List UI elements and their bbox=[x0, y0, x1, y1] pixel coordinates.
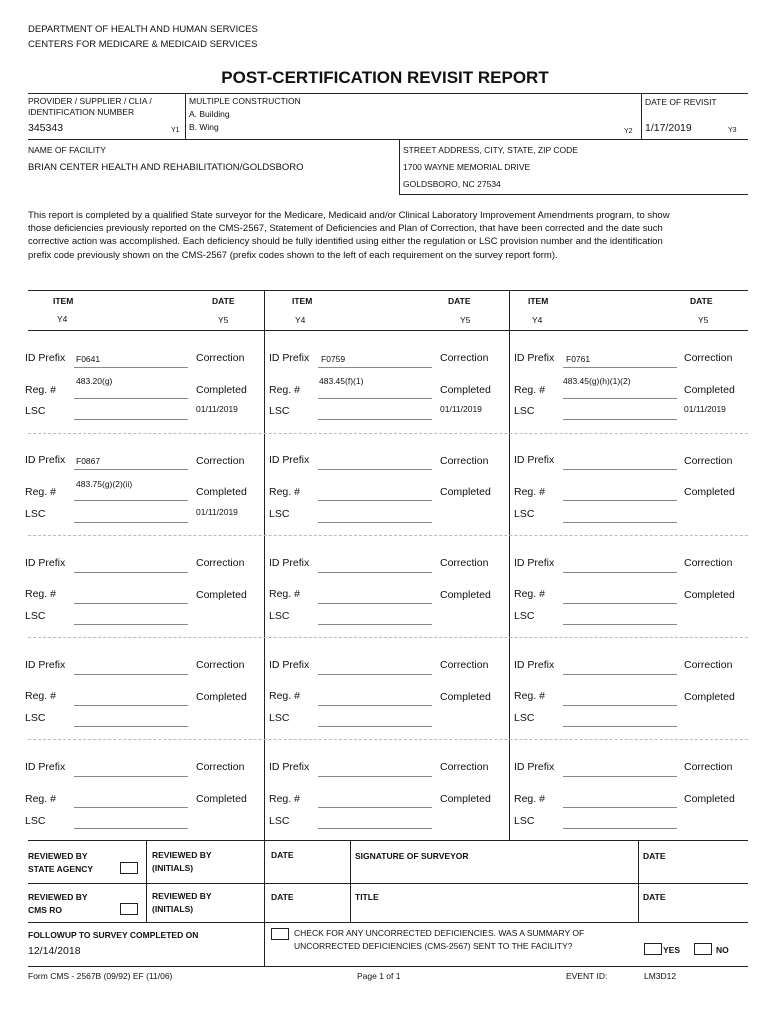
construction-wing: B. Wing bbox=[189, 122, 219, 132]
correction-label: Correction bbox=[196, 352, 245, 364]
department-line-2: CENTERS FOR MEDICARE & MEDICAID SERVICES bbox=[28, 39, 258, 50]
id-prefix-underline bbox=[318, 367, 432, 368]
completed-label: Completed bbox=[440, 486, 491, 498]
reg-label: Reg. # bbox=[514, 793, 545, 805]
state-reviewed-by-label: REVIEWED BY bbox=[28, 851, 88, 861]
reg-underline bbox=[74, 705, 188, 706]
info-col-divider-2 bbox=[641, 93, 642, 139]
reg-underline bbox=[318, 807, 432, 808]
review-divider-2 bbox=[264, 840, 265, 922]
completed-label: Completed bbox=[196, 793, 247, 805]
state-agency-label: STATE AGENCY bbox=[28, 864, 94, 874]
date-code-3: Y5 bbox=[698, 315, 709, 325]
reg-label: Reg. # bbox=[25, 384, 56, 396]
correction-label: Correction bbox=[196, 455, 245, 467]
cms-date-label: DATE bbox=[271, 892, 294, 902]
correction-label: Correction bbox=[196, 761, 245, 773]
lsc-underline bbox=[318, 726, 432, 727]
item-header-2: ITEM bbox=[292, 296, 313, 306]
completed-label: Completed bbox=[196, 486, 247, 498]
state-initials-label: (INITIALS) bbox=[152, 863, 194, 873]
items-col-divider-1 bbox=[264, 290, 265, 840]
provider-label-line1: PROVIDER / SUPPLIER / CLIA / bbox=[28, 96, 152, 106]
reg-underline bbox=[74, 500, 188, 501]
id-prefix-underline bbox=[318, 776, 432, 777]
revisit-date-field[interactable]: 1/17/2019 bbox=[645, 122, 692, 134]
reg-label: Reg. # bbox=[514, 384, 545, 396]
uncorrected-checkbox[interactable] bbox=[271, 928, 289, 940]
completed-date-field[interactable]: 01/11/2019 bbox=[196, 507, 238, 517]
followup-date-field[interactable]: 12/14/2018 bbox=[28, 945, 81, 957]
cms-ro-checkbox[interactable] bbox=[120, 903, 138, 915]
event-id-label: EVENT ID: bbox=[566, 971, 608, 981]
followup-bottom-border bbox=[28, 966, 748, 967]
review-divider-4 bbox=[638, 840, 639, 922]
id-prefix-underline bbox=[563, 469, 677, 470]
id-prefix-underline bbox=[563, 776, 677, 777]
completed-date-field[interactable]: 01/11/2019 bbox=[684, 404, 726, 414]
id-prefix-label: ID Prefix bbox=[514, 761, 555, 773]
lsc-label: LSC bbox=[25, 405, 46, 417]
id-prefix-label: ID Prefix bbox=[269, 659, 310, 671]
reg-underline bbox=[318, 398, 432, 399]
correction-label: Correction bbox=[440, 455, 489, 467]
id-prefix-label: ID Prefix bbox=[269, 557, 310, 569]
lsc-label: LSC bbox=[25, 712, 46, 724]
reg-underline bbox=[563, 603, 677, 604]
completed-label: Completed bbox=[196, 691, 247, 703]
cms-ro-label: CMS RO bbox=[28, 905, 62, 915]
yes-label: YES bbox=[663, 945, 681, 955]
lsc-label: LSC bbox=[514, 405, 535, 417]
id-prefix-underline bbox=[74, 674, 188, 675]
page-number: Page 1 of 1 bbox=[357, 971, 401, 981]
department-line-1: DEPARTMENT OF HEALTH AND HUMAN SERVICES bbox=[28, 24, 258, 35]
lsc-underline bbox=[74, 624, 188, 625]
id-prefix-label: ID Prefix bbox=[269, 454, 310, 466]
reg-underline bbox=[74, 807, 188, 808]
title-label: TITLE bbox=[355, 892, 379, 902]
id-prefix-underline bbox=[318, 572, 432, 573]
followup-label: FOLLOWUP TO SURVEY COMPLETED ON bbox=[28, 930, 199, 940]
reg-field[interactable]: 483.45(f)(1) bbox=[319, 376, 364, 386]
completed-date-field[interactable]: 01/11/2019 bbox=[440, 404, 482, 414]
cms-reviewed-by-label: REVIEWED BY bbox=[28, 892, 88, 902]
reg-underline bbox=[563, 398, 677, 399]
id-prefix-underline bbox=[74, 572, 188, 573]
lsc-underline bbox=[318, 624, 432, 625]
lsc-underline bbox=[318, 828, 432, 829]
id-prefix-field[interactable]: F0759 bbox=[321, 354, 346, 364]
id-prefix-label: ID Prefix bbox=[25, 761, 66, 773]
facility-name-field[interactable]: BRIAN CENTER HEALTH AND REHABILITATION/GOLDSBORO bbox=[28, 162, 304, 173]
id-prefix-underline bbox=[74, 776, 188, 777]
date-header-2: DATE bbox=[448, 296, 471, 306]
reg-underline bbox=[563, 500, 677, 501]
lsc-underline bbox=[74, 522, 188, 523]
date-code-2: Y5 bbox=[460, 315, 471, 325]
review-middle-border bbox=[28, 883, 748, 884]
id-prefix-field[interactable]: F0867 bbox=[76, 456, 101, 466]
review-top-border bbox=[28, 840, 748, 841]
lsc-underline bbox=[74, 726, 188, 727]
correction-label: Correction bbox=[684, 761, 733, 773]
reg-label: Reg. # bbox=[514, 690, 545, 702]
lsc-label: LSC bbox=[269, 610, 290, 622]
address-line-1[interactable]: 1700 WAYNE MEMORIAL DRIVE bbox=[403, 162, 531, 172]
completed-label: Completed bbox=[684, 486, 735, 498]
id-prefix-underline bbox=[563, 674, 677, 675]
reg-field[interactable]: 483.20(g) bbox=[76, 376, 113, 386]
state-agency-checkbox[interactable] bbox=[120, 862, 138, 874]
completed-label: Completed bbox=[684, 793, 735, 805]
correction-label: Correction bbox=[440, 761, 489, 773]
reg-label: Reg. # bbox=[25, 486, 56, 498]
provider-code: Y1 bbox=[171, 127, 180, 134]
review-bottom-border bbox=[28, 922, 748, 923]
item-code-2: Y4 bbox=[295, 315, 306, 325]
provider-number-field[interactable]: 345343 bbox=[28, 122, 64, 134]
item-code-3: Y4 bbox=[532, 315, 543, 325]
reg-underline bbox=[74, 398, 188, 399]
lsc-underline bbox=[563, 419, 677, 420]
followup-divider bbox=[264, 922, 265, 966]
top-border bbox=[28, 93, 748, 94]
no-checkbox[interactable] bbox=[694, 943, 712, 955]
reg-underline bbox=[563, 705, 677, 706]
reg-field[interactable]: 483.75(g)(2)(ii) bbox=[76, 479, 133, 489]
items-top-border bbox=[28, 290, 748, 291]
cms-initials-label: (INITIALS) bbox=[152, 904, 194, 914]
item-header-1: ITEM bbox=[53, 296, 74, 306]
id-prefix-label: ID Prefix bbox=[514, 352, 555, 364]
reg-label: Reg. # bbox=[25, 588, 56, 600]
state-initials-reviewed-label: REVIEWED BY bbox=[152, 850, 212, 860]
lsc-label: LSC bbox=[514, 815, 535, 827]
info-col-divider-3 bbox=[399, 139, 400, 194]
id-prefix-label: ID Prefix bbox=[269, 352, 310, 364]
reg-underline bbox=[74, 603, 188, 604]
reg-label: Reg. # bbox=[25, 690, 56, 702]
reg-label: Reg. # bbox=[269, 588, 300, 600]
items-col-divider-2 bbox=[509, 290, 510, 840]
lsc-underline bbox=[318, 522, 432, 523]
correction-label: Correction bbox=[684, 557, 733, 569]
completed-label: Completed bbox=[196, 384, 247, 396]
lsc-label: LSC bbox=[514, 610, 535, 622]
review-divider-3 bbox=[350, 840, 351, 922]
lsc-label: LSC bbox=[514, 508, 535, 520]
id-prefix-label: ID Prefix bbox=[514, 557, 555, 569]
date-header-3: DATE bbox=[690, 296, 713, 306]
completed-label: Completed bbox=[440, 589, 491, 601]
reg-underline bbox=[318, 603, 432, 604]
lsc-underline bbox=[563, 828, 677, 829]
signature-label: SIGNATURE OF SURVEYOR bbox=[355, 851, 469, 861]
id-prefix-underline bbox=[563, 572, 677, 573]
completed-label: Completed bbox=[440, 691, 491, 703]
uncorrected-text-line2: UNCORRECTED DEFICIENCIES (CMS-2567) SENT TO THE FACILITY? bbox=[294, 941, 573, 951]
lsc-underline bbox=[74, 828, 188, 829]
lsc-underline bbox=[563, 726, 677, 727]
construction-code: Y2 bbox=[624, 128, 633, 135]
no-label: NO bbox=[716, 945, 729, 955]
id-prefix-field[interactable]: F0641 bbox=[76, 354, 101, 364]
info-col-divider-1 bbox=[185, 93, 186, 139]
lsc-label: LSC bbox=[25, 815, 46, 827]
id-prefix-underline bbox=[74, 469, 188, 470]
correction-label: Correction bbox=[440, 557, 489, 569]
completed-label: Completed bbox=[440, 384, 491, 396]
id-prefix-label: ID Prefix bbox=[25, 557, 66, 569]
title-date-label: DATE bbox=[643, 892, 666, 902]
facility-label: NAME OF FACILITY bbox=[28, 145, 106, 155]
id-prefix-label: ID Prefix bbox=[25, 352, 66, 364]
lsc-label: LSC bbox=[269, 405, 290, 417]
completed-label: Completed bbox=[684, 691, 735, 703]
reg-field[interactable]: 483.45(g)(h)(1)(2) bbox=[563, 376, 631, 386]
lsc-underline bbox=[563, 624, 677, 625]
id-prefix-label: ID Prefix bbox=[25, 659, 66, 671]
yes-checkbox[interactable] bbox=[644, 943, 662, 955]
event-id-value: LM3D12 bbox=[644, 971, 677, 981]
signature-date-label: DATE bbox=[643, 851, 666, 861]
construction-building: A. Building bbox=[189, 109, 230, 119]
reg-label: Reg. # bbox=[25, 793, 56, 805]
reg-label: Reg. # bbox=[269, 690, 300, 702]
id-prefix-underline bbox=[563, 367, 677, 368]
id-prefix-field[interactable]: F0761 bbox=[566, 354, 591, 364]
review-divider-1 bbox=[146, 840, 147, 922]
reg-label: Reg. # bbox=[514, 486, 545, 498]
form-id: Form CMS - 2567B (09/92) EF (11/06) bbox=[28, 971, 173, 981]
correction-label: Correction bbox=[440, 659, 489, 671]
item-header-3: ITEM bbox=[528, 296, 549, 306]
lsc-label: LSC bbox=[269, 508, 290, 520]
reg-label: Reg. # bbox=[269, 384, 300, 396]
id-prefix-label: ID Prefix bbox=[514, 659, 555, 671]
cms-initials-reviewed-label: REVIEWED BY bbox=[152, 891, 212, 901]
lsc-underline bbox=[74, 419, 188, 420]
completed-label: Completed bbox=[684, 589, 735, 601]
address-line-2[interactable]: GOLDSBORO, NC 27534 bbox=[403, 179, 501, 189]
lsc-label: LSC bbox=[269, 712, 290, 724]
reg-label: Reg. # bbox=[269, 793, 300, 805]
id-prefix-label: ID Prefix bbox=[514, 454, 555, 466]
correction-label: Correction bbox=[684, 455, 733, 467]
row-separator bbox=[28, 637, 748, 638]
correction-label: Correction bbox=[684, 352, 733, 364]
completed-label: Completed bbox=[196, 589, 247, 601]
completed-label: Completed bbox=[440, 793, 491, 805]
row-separator bbox=[28, 433, 748, 434]
reg-underline bbox=[318, 705, 432, 706]
address-bottom bbox=[399, 194, 748, 195]
lsc-underline bbox=[318, 419, 432, 420]
id-prefix-underline bbox=[74, 367, 188, 368]
reg-underline bbox=[318, 500, 432, 501]
date-code-1: Y5 bbox=[218, 315, 229, 325]
reg-underline bbox=[563, 807, 677, 808]
lsc-underline bbox=[563, 522, 677, 523]
completed-date-field[interactable]: 01/11/2019 bbox=[196, 404, 238, 414]
construction-label: MULTIPLE CONSTRUCTION bbox=[189, 96, 301, 106]
id-prefix-underline bbox=[318, 469, 432, 470]
lsc-label: LSC bbox=[25, 508, 46, 520]
correction-label: Correction bbox=[196, 557, 245, 569]
row-separator bbox=[28, 739, 748, 740]
address-label: STREET ADDRESS, CITY, STATE, ZIP CODE bbox=[403, 145, 578, 155]
lsc-label: LSC bbox=[269, 815, 290, 827]
revisit-date-label: DATE OF REVISIT bbox=[645, 97, 717, 107]
correction-label: Correction bbox=[196, 659, 245, 671]
items-header-bottom bbox=[28, 330, 748, 331]
page-title: POST-CERTIFICATION REVISIT REPORT bbox=[221, 68, 549, 87]
reg-label: Reg. # bbox=[514, 588, 545, 600]
lsc-label: LSC bbox=[514, 712, 535, 724]
state-date-label: DATE bbox=[271, 850, 294, 860]
row-separator bbox=[28, 535, 748, 536]
completed-label: Completed bbox=[684, 384, 735, 396]
date-header-1: DATE bbox=[212, 296, 235, 306]
item-code-1: Y4 bbox=[57, 314, 68, 324]
lsc-label: LSC bbox=[25, 610, 46, 622]
correction-label: Correction bbox=[440, 352, 489, 364]
revisit-code: Y3 bbox=[728, 127, 737, 134]
id-prefix-underline bbox=[318, 674, 432, 675]
uncorrected-text-line1: CHECK FOR ANY UNCORRECTED DEFICIENCIES. WAS A SUMMARY OF bbox=[294, 928, 585, 938]
id-prefix-label: ID Prefix bbox=[269, 761, 310, 773]
info-divider bbox=[28, 139, 748, 140]
reg-label: Reg. # bbox=[269, 486, 300, 498]
id-prefix-label: ID Prefix bbox=[25, 454, 66, 466]
correction-label: Correction bbox=[684, 659, 733, 671]
intro-paragraph: This report is completed by a qualified State surveyor for the Medicare, Medicaid and/or Clinical Laboratory Improvement Amendments program, to show those deficiencies previously reported on the CMS-2567, Statement of Deficiencies and Plan of Correction, that have been corrected and the date such corrective action was accomplished. Each deficiency should be fully identified using either the regulation or LSC provision number and the identification prefix code previously shown on the CMS-2567 (prefix codes shown to the left of each requirement on the survey report form). bbox=[28, 210, 670, 261]
provider-label-line2: IDENTIFICATION NUMBER bbox=[28, 107, 135, 117]
